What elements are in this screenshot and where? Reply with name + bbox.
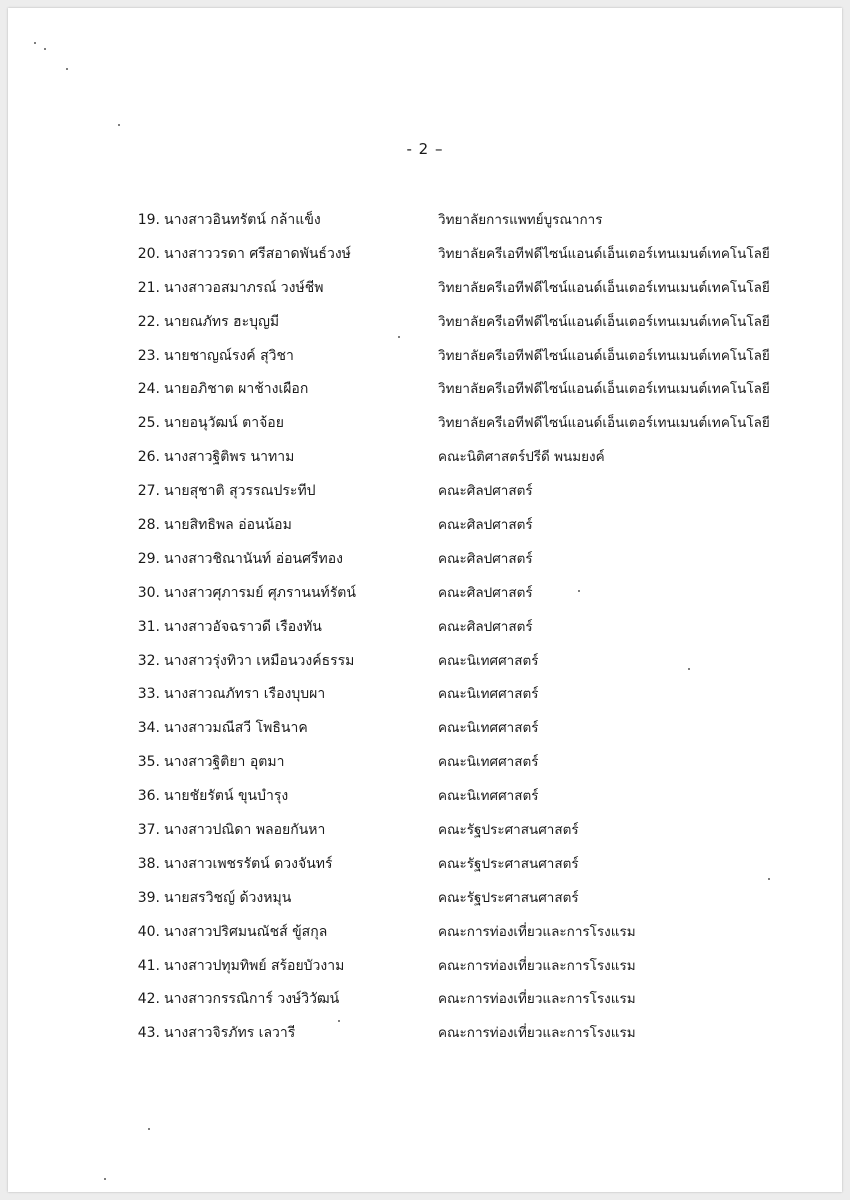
item-number: 38. bbox=[137, 855, 160, 872]
item-number: 27. bbox=[137, 483, 160, 500]
list-item bbox=[130, 475, 810, 509]
list-item bbox=[130, 746, 810, 780]
list-item bbox=[130, 441, 810, 475]
member-organization: วิทยาลัยการแพทย์บูรณาการ bbox=[438, 212, 603, 228]
member-name: นางสาวอสมาภรณ์ วงษ์ชีพ bbox=[164, 279, 324, 296]
member-name: นางสาวอินทรัตน์ กล้าแข็ง bbox=[164, 212, 321, 228]
member-organization: คณะศิลปศาสตร์ bbox=[438, 584, 533, 601]
list-item bbox=[130, 950, 810, 984]
member-name: นางสาวฐิติพร นาทาม bbox=[164, 449, 295, 466]
list-item bbox=[130, 306, 810, 340]
member-organization: คณะนิติศาสตร์ปรีดี พนมยงค์ bbox=[438, 449, 605, 466]
item-number: 43. bbox=[137, 1025, 160, 1042]
scan-speck bbox=[398, 336, 400, 338]
member-name: นายสรวิชญ์ ด้วงหมุน bbox=[164, 889, 292, 906]
list-item bbox=[130, 814, 810, 848]
item-number: 19. bbox=[137, 212, 160, 228]
member-organization: คณะนิเทศศาสตร์ bbox=[438, 720, 539, 737]
scan-speck bbox=[104, 1178, 106, 1180]
list-item bbox=[130, 916, 810, 950]
member-name: นางสาววรดา ศรีสอาดพันธ์วงษ์ bbox=[164, 245, 351, 262]
member-organization: คณะศิลปศาสตร์ bbox=[438, 483, 533, 500]
item-number: 30. bbox=[137, 584, 160, 601]
member-organization: วิทยาลัยครีเอทีฟดีไซน์แอนด์เอ็นเตอร์เทนเมนต์เทคโนโลยี bbox=[438, 245, 770, 262]
item-number: 42. bbox=[137, 991, 160, 1008]
item-number: 36. bbox=[137, 788, 160, 805]
member-name: นายณภัทร ฮะบุญมี bbox=[164, 313, 280, 330]
scan-speck bbox=[148, 1128, 150, 1130]
list-item bbox=[130, 204, 810, 238]
item-number: 21. bbox=[137, 279, 160, 296]
member-name: นางสาวเพชรรัตน์ ดวงจันทร์ bbox=[164, 855, 333, 872]
member-organization: คณะศิลปศาสตร์ bbox=[438, 550, 533, 567]
member-name: นายอนุวัฒน์ ตาจ้อย bbox=[164, 415, 284, 432]
member-organization: คณะนิเทศศาสตร์ bbox=[438, 754, 539, 771]
member-name: นางสาวรุ่งทิวา เหมือนวงค์ธรรม bbox=[164, 652, 355, 669]
list-item bbox=[130, 611, 810, 645]
member-name: นางสาวปณิดา พลอยกันหา bbox=[164, 822, 326, 839]
member-list bbox=[130, 204, 810, 1051]
member-name: นางสาวกรรณิการ์ วงษ์วิวัฒน์ bbox=[164, 991, 340, 1008]
scan-speck bbox=[338, 1020, 340, 1022]
list-item bbox=[130, 983, 810, 1017]
item-number: 23. bbox=[137, 347, 160, 364]
list-item bbox=[130, 577, 810, 611]
list-item bbox=[130, 407, 810, 441]
scan-speck bbox=[34, 42, 36, 44]
member-name: นางสาวศุภารมย์ ศุภรานนท์รัตน์ bbox=[164, 584, 356, 601]
scan-speck bbox=[118, 124, 120, 126]
item-number: 29. bbox=[137, 550, 160, 567]
member-name: นายสุชาติ สุวรรณประทีป bbox=[164, 483, 316, 500]
scan-speck bbox=[66, 68, 68, 70]
member-organization: วิทยาลัยครีเอทีฟดีไซน์แอนด์เอ็นเตอร์เทนเมนต์เทคโนโลยี bbox=[438, 279, 770, 296]
member-name: นางสาวจิรภัทร เลวารี bbox=[164, 1025, 296, 1042]
list-item bbox=[130, 848, 810, 882]
member-organization: วิทยาลัยครีเอทีฟดีไซน์แอนด์เอ็นเตอร์เทนเมนต์เทคโนโลยี bbox=[438, 381, 770, 398]
member-organization: คณะนิเทศศาสตร์ bbox=[438, 686, 539, 703]
page-number: - 2 – bbox=[406, 140, 444, 158]
list-item bbox=[130, 340, 810, 374]
item-number: 28. bbox=[137, 517, 160, 534]
item-number: 40. bbox=[137, 923, 160, 940]
member-name: นายสิทธิพล อ่อนน้อม bbox=[164, 517, 292, 534]
member-organization: คณะศิลปศาสตร์ bbox=[438, 618, 533, 635]
item-number: 34. bbox=[137, 720, 160, 737]
item-number: 41. bbox=[137, 957, 160, 974]
scan-speck bbox=[578, 590, 580, 592]
item-number: 32. bbox=[137, 652, 160, 669]
list-item bbox=[130, 712, 810, 746]
list-item bbox=[130, 645, 810, 679]
item-number: 35. bbox=[137, 754, 160, 771]
list-item bbox=[130, 509, 810, 543]
list-item bbox=[130, 780, 810, 814]
member-name: นางสาวฐิติยา อุตมา bbox=[164, 754, 285, 771]
document-page bbox=[8, 8, 842, 1192]
item-number: 39. bbox=[137, 889, 160, 906]
item-number: 33. bbox=[137, 686, 160, 703]
scan-speck bbox=[768, 878, 770, 880]
scan-speck bbox=[44, 48, 46, 50]
member-organization: วิทยาลัยครีเอทีฟดีไซน์แอนด์เอ็นเตอร์เทนเมนต์เทคโนโลยี bbox=[438, 313, 770, 330]
member-name: นายอภิชาต ผาช้างเผือก bbox=[164, 381, 309, 398]
item-number: 25. bbox=[137, 415, 160, 432]
item-number: 22. bbox=[137, 313, 160, 330]
list-item bbox=[130, 543, 810, 577]
list-item bbox=[130, 1017, 810, 1051]
member-organization: คณะศิลปศาสตร์ bbox=[438, 517, 533, 534]
list-item bbox=[130, 882, 810, 916]
member-organization: วิทยาลัยครีเอทีฟดีไซน์แอนด์เอ็นเตอร์เทนเมนต์เทคโนโลยี bbox=[438, 347, 770, 364]
list-item bbox=[130, 373, 810, 407]
member-organization: คณะการท่องเที่ยวและการโรงแรม bbox=[438, 991, 636, 1008]
member-name: นายชัยรัตน์ ขุนบำรุง bbox=[164, 788, 289, 805]
member-organization: คณะการท่องเที่ยวและการโรงแรม bbox=[438, 1025, 636, 1042]
member-organization: คณะการท่องเที่ยวและการโรงแรม bbox=[438, 957, 636, 974]
list-item bbox=[130, 238, 810, 272]
member-name: นายชาญณ์รงค์ สุวิชา bbox=[164, 347, 294, 364]
item-number: 24. bbox=[137, 381, 160, 398]
item-number: 31. bbox=[137, 618, 160, 635]
member-organization: คณะนิเทศศาสตร์ bbox=[438, 788, 539, 805]
list-item bbox=[130, 272, 810, 306]
member-name: นางสาวอัจฉราวดี เรืองทัน bbox=[164, 618, 322, 635]
member-name: นางสาวปทุมทิพย์ สร้อยบัวงาม bbox=[164, 957, 345, 974]
member-name: นางสาวณภัทรา เรืองบุบผา bbox=[164, 686, 326, 703]
member-name: นางสาวมณีสวี โพธินาค bbox=[164, 720, 308, 737]
item-number: 20. bbox=[137, 245, 160, 262]
member-name: นางสาวปริศมนณัชส์ ขู้สกุล bbox=[164, 923, 328, 940]
member-organization: คณะรัฐประศาสนศาสตร์ bbox=[438, 889, 579, 906]
list-item bbox=[130, 678, 810, 712]
member-name: นางสาวชิณานันท์ อ่อนศรีทอง bbox=[164, 550, 343, 567]
member-organization: คณะนิเทศศาสตร์ bbox=[438, 652, 539, 669]
member-organization: คณะการท่องเที่ยวและการโรงแรม bbox=[438, 923, 636, 940]
member-organization: คณะรัฐประศาสนศาสตร์ bbox=[438, 855, 579, 872]
scan-speck bbox=[688, 668, 690, 670]
member-organization: คณะรัฐประศาสนศาสตร์ bbox=[438, 822, 579, 839]
item-number: 37. bbox=[137, 822, 160, 839]
member-organization: วิทยาลัยครีเอทีฟดีไซน์แอนด์เอ็นเตอร์เทนเมนต์เทคโนโลยี bbox=[438, 415, 770, 432]
item-number: 26. bbox=[137, 449, 160, 466]
